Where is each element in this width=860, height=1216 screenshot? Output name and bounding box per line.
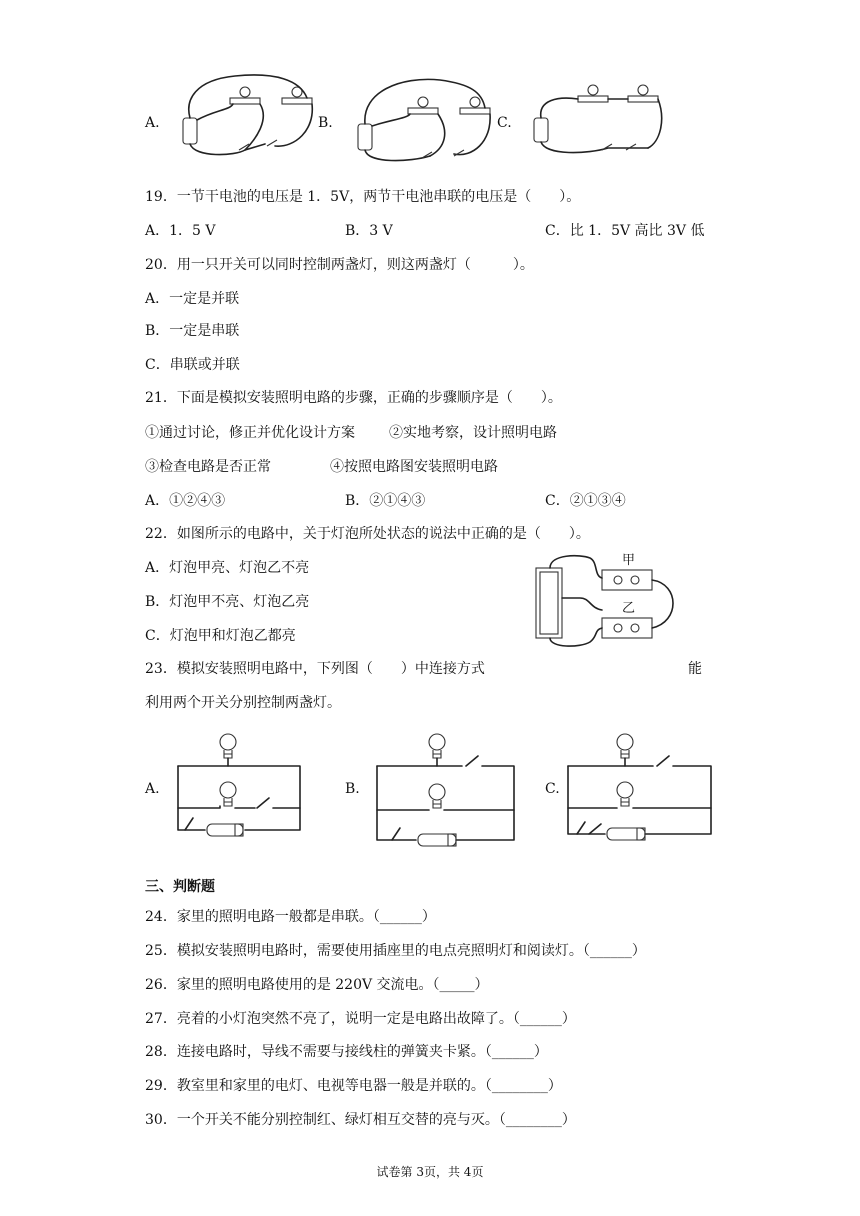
q19-stem: 19．一节干电池的电压是 1．5V，两节干电池串联的电压是（ ）。 (145, 189, 581, 205)
q21-step-2: ②实地考察，设计照明电路 (389, 425, 557, 441)
section-3-title: 三、判断题 (145, 879, 215, 895)
q20-option-a: A．一定是并联 (145, 291, 240, 307)
judge-q30: 30．一个开关不能分别控制红、绿灯相互交替的亮与灭。（________） (145, 1112, 576, 1128)
judge-q27: 27．亮着的小灯泡突然不亮了，说明一定是电路出故障了。（______） (145, 1011, 576, 1027)
q23-circuit-b (374, 728, 519, 853)
q22-circuit-diagram (520, 548, 702, 652)
q23-stem-line1: 23．模拟安装照明电路中，下列图（ ）中连接方式 (145, 661, 485, 677)
q23-stem-line1-end: 能 (688, 661, 702, 677)
q21-option-c: C．②①③④ (545, 493, 626, 509)
fig18-option-c-label: C. (497, 115, 512, 131)
q21-step-4: ④按照电路图安装照明电路 (330, 459, 498, 475)
q21-option-a: A．①②④③ (145, 493, 226, 509)
page-footer: 试卷第 3页，共 4页 (376, 1165, 484, 1179)
q22-option-c: C．灯泡甲和灯泡乙都亮 (145, 628, 296, 644)
q23-option-c-label: C. (545, 781, 560, 797)
q23-circuit-c (565, 728, 715, 846)
q22-label-jia: 甲 (622, 553, 636, 568)
q19-option-a: A．1．5 V (145, 223, 216, 239)
q21-stem: 21．下面是模拟安装照明电路的步骤，正确的步骤顺序是（ ）。 (145, 390, 562, 406)
q22-option-b: B．灯泡甲不亮、灯泡乙亮 (145, 594, 310, 610)
q22-option-a: A．灯泡甲亮、灯泡乙不亮 (145, 560, 310, 576)
q22-stem: 22．如图所示的电路中，关于灯泡所处状态的说法中正确的是（ ）。 (145, 526, 590, 542)
q19-option-c: C．比 1．5V 高比 3V 低 (545, 223, 705, 239)
q23-option-b-label: B. (345, 781, 360, 797)
q20-option-b: B．一定是串联 (145, 323, 240, 339)
q20-option-c: C．串联或并联 (145, 357, 240, 373)
q21-step-3: ③检查电路是否正常 (145, 459, 271, 475)
q23-option-a-label: A. (145, 781, 160, 797)
q21-option-b: B．②①④③ (345, 493, 426, 509)
judge-q24: 24．家里的照明电路一般都是串联。（______） (145, 909, 436, 925)
q19-option-b: B．3 V (345, 223, 393, 239)
q22-label-yi: 乙 (622, 601, 636, 616)
judge-q26: 26．家里的照明电路使用的是 220V 交流电。（_____） (145, 977, 489, 993)
judge-q25: 25．模拟安装照明电路时，需要使用插座里的电点亮照明灯和阅读灯。（______） (145, 943, 646, 959)
fig18-circuit-b (350, 72, 495, 164)
q23-stem-line2: 利用两个开关分别控制两盏灯。 (145, 695, 341, 711)
fig18-circuit-a (175, 70, 320, 160)
fig18-option-a-label: A. (145, 115, 160, 131)
q21-step-1: ①通过讨论，修正并优化设计方案 (145, 425, 355, 441)
fig18-option-b-label: B. (318, 115, 333, 131)
judge-q28: 28．连接电路时，导线不需要与接线柱的弹簧夹卡紧。（______） (145, 1044, 548, 1060)
q20-stem: 20．用一只开关可以同时控制两盏灯，则这两盏灯（ ）。 (145, 257, 534, 273)
fig18-circuit-c (528, 80, 668, 160)
q23-circuit-a (175, 728, 305, 843)
judge-q29: 29．教室里和家里的电灯、电视等电器一般是并联的。（________） (145, 1078, 562, 1094)
